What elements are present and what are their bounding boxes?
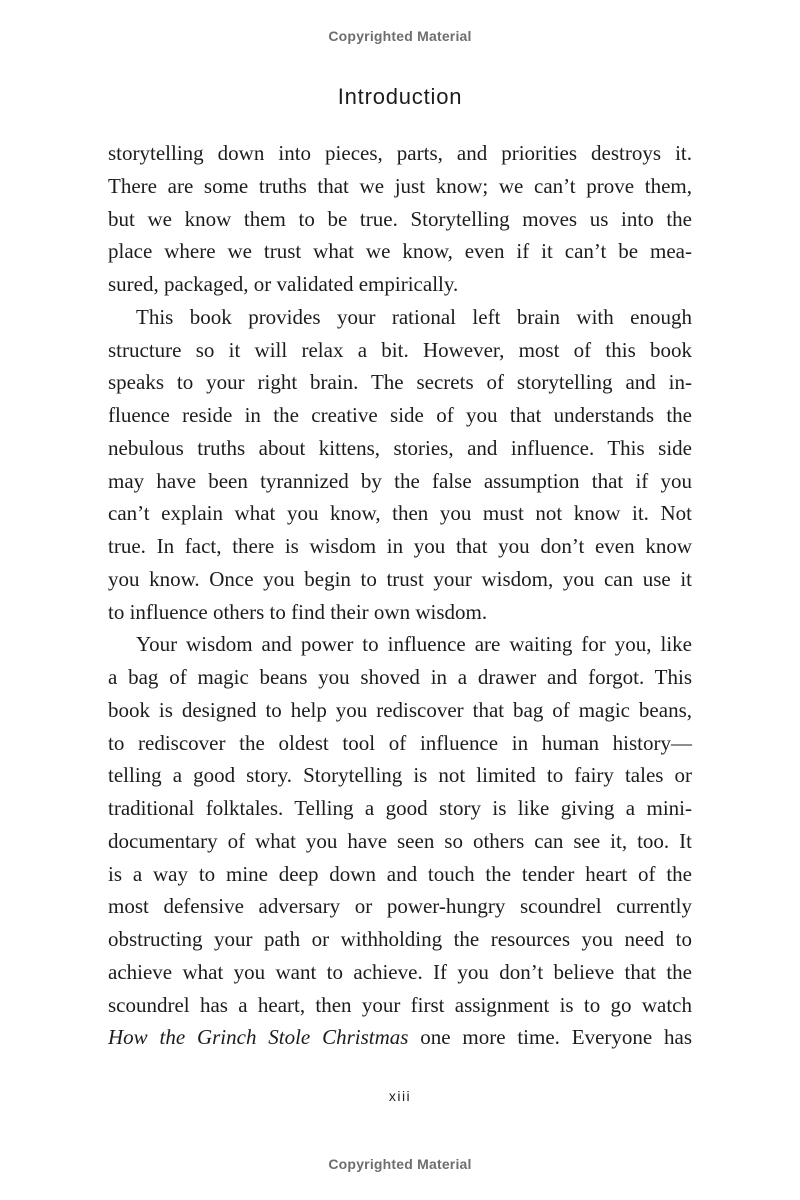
body-line: documentary of what you have seen so others can see it, too. It [108, 828, 692, 853]
body-line: fluence reside in the creative side of you that understands the [108, 403, 692, 427]
body-line: may have been tyrannized by the false assumption that if you [108, 468, 692, 493]
body-line: book is designed to help you rediscover that bag of magic beans, [108, 697, 692, 722]
body-line: true. In fact, there is wisdom in you that you don’t even know [108, 534, 692, 558]
body-line: There are some truths that we just know; we can’t prove them, [108, 173, 692, 198]
body-line: place where we trust what we know, even if it can’t be mea- [108, 239, 692, 264]
body-line: is a way to mine deep down and touch the tender heart of the [108, 861, 692, 886]
copyright-notice-bottom: Copyrighted Material [328, 1156, 472, 1172]
body-line: This book provides your rational left brain with enough [136, 304, 692, 329]
body-line: How the Grinch Stole Christmas one more time. Everyone has [108, 1025, 693, 1050]
body-line: obstructing your path or withholding the resources you need to [108, 927, 692, 951]
body-line: a bag of magic beans you shoved in a drawer and forgot. This [108, 665, 692, 689]
body-line: most defensive adversary or power-hungry scoundrel currently [108, 894, 692, 919]
body-line: nebulous truths about kittens, stories, and influence. This side [108, 435, 692, 460]
body-line: speaks to your right brain. The secrets of storytelling and in- [108, 370, 692, 395]
body-line: you know. Once you begin to trust your wisdom, you can use it [108, 566, 692, 591]
body-line: to influence others to find their own wisdom. [108, 599, 488, 624]
body-line: can’t explain what you know, then you must not know it. Not [108, 501, 692, 526]
body-line: sured, packaged, or validated empirically. [108, 272, 459, 296]
chapter-heading: Introduction [337, 84, 463, 109]
body-line: Your wisdom and power to influence are waiting for you, like [136, 632, 692, 657]
body-line: achieve what you want to achieve. If you don’t believe that the [108, 959, 692, 984]
body-line: structure so it will relax a bit. However, most of this book [108, 337, 692, 362]
body-line: but we know them to be true. Storytelling moves us into the [108, 206, 692, 231]
copyright-notice-top: Copyrighted Material [328, 28, 472, 44]
body-line: storytelling down into pieces, parts, and priorities destroys it. [108, 141, 692, 165]
body-line: traditional folktales. Telling a good story is like giving a mini- [108, 796, 692, 820]
page-number: xiii [388, 1088, 412, 1104]
body-line: scoundrel has a heart, then your first assignment is to go watch [108, 992, 692, 1017]
text-block [108, 137, 692, 1054]
body-line: to rediscover the oldest tool of influence in human history— [108, 730, 692, 755]
body-line: telling a good story. Storytelling is not limited to fairy tales or [108, 763, 692, 788]
